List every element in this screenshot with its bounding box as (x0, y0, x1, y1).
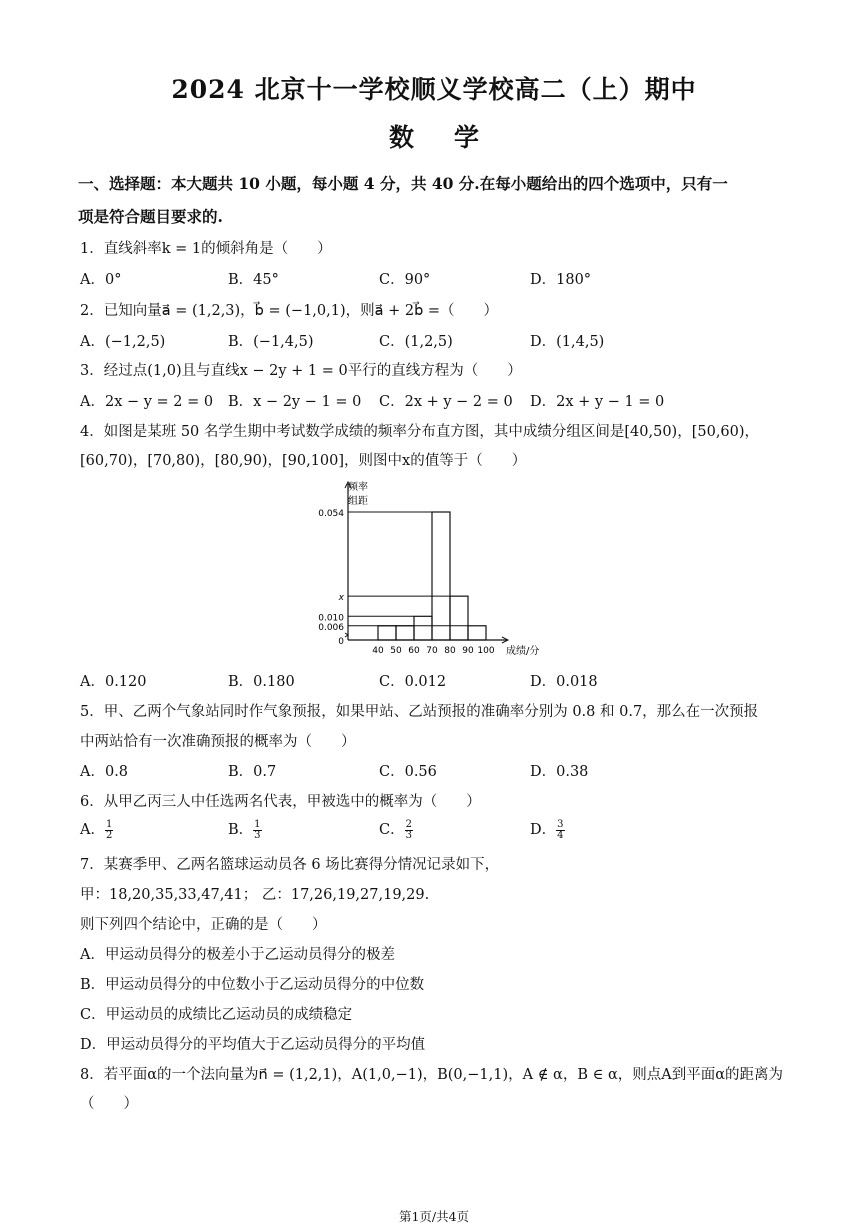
question-5-option-a: A．0.8 (80, 764, 129, 780)
y-tick-label: 0.010 (318, 613, 344, 624)
x-tick-label-90: 90 (462, 646, 474, 656)
question-1-option-b: B．45° (228, 272, 279, 288)
question-5-option-d: D．0.38 (530, 764, 589, 780)
y-axis-label-bottom: 组距 (348, 496, 368, 507)
question-1-stem: 1．直线斜率k = 1的倾斜角是（ ） (80, 241, 332, 257)
histogram-bars (378, 512, 486, 640)
question-2-option-c: C．(1,2,5) (379, 334, 453, 350)
question-7-option-b: B．甲运动员得分的中位数小于乙运动员得分的中位数 (80, 977, 425, 993)
x-tick-label-100: 100 (477, 646, 495, 656)
y-tick-label: 0.006 (318, 622, 344, 633)
option-letter: D． (530, 822, 557, 838)
section-heading-line2: 项是符合题目要求的. (78, 207, 223, 226)
question-1-option-d: D．180° (530, 272, 592, 288)
question-7-option-a: A．甲运动员得分的极差小于乙运动员得分的极差 (80, 947, 395, 963)
question-4-option-d: D．0.018 (530, 674, 598, 690)
question-3-option-d: D．2x + y − 1 = 0 (530, 394, 665, 410)
question-7-stem: 7．某赛季甲、乙两名篮球运动员各 6 场比赛得分情况记录如下， (80, 857, 500, 873)
fraction (405, 820, 413, 841)
histogram-axes (345, 482, 508, 643)
question-7-option-d: D．甲运动员得分的平均值大于乙运动员得分的平均值 (80, 1037, 426, 1053)
histogram-bar-70-80 (432, 512, 450, 640)
question-4-option-c: C．0.012 (379, 674, 447, 690)
page-number: 第1页/共4页 (398, 1209, 470, 1224)
question-4-option-a: A．0.120 (80, 674, 147, 690)
question-2-stem: 2．已知向量a⃗ = (1,2,3)，b⃗ = (−1,0,1)，则a⃗ + 2b⃗ =（ ） (80, 303, 499, 319)
question-4-stem-line1: 4．如图是某班 50 名学生期中考试数学成绩的频率分布直方图，其中成绩分组区间是[40,50)，[50,60)， (80, 424, 760, 440)
question-1-option-c: C．90° (379, 272, 431, 288)
question-6-option-a (80, 818, 113, 841)
option-letter: C． (379, 822, 405, 838)
x-tick-label-70: 70 (426, 646, 438, 656)
question-7-data: 甲：18,20,35,33,47,41； 乙：17,26,19,27,19,29. (80, 887, 430, 903)
denominator: 3 (405, 829, 412, 841)
question-6-stem: 6．从甲乙丙三人中任选两名代表，甲被选中的概率为（ ） (80, 794, 481, 810)
question-3-option-a: A．2x − y = 2 = 0 (80, 394, 214, 410)
denominator: 3 (254, 829, 261, 841)
y-tick-label: 0.054 (318, 509, 344, 519)
y-tick-label: 0 (338, 637, 344, 647)
numerator: 1 (105, 818, 113, 830)
histogram-chart (300, 478, 590, 660)
question-5-stem-line2: 中两站恰有一次准确预报的概率为（ ） (80, 734, 356, 750)
question-3-stem: 3．经过点(1,0)且与直线x − 2y + 1 = 0平行的直线方程为（ ） (80, 363, 522, 379)
x-tick-label-60: 60 (408, 646, 420, 656)
question-7-ask: 则下列四个结论中，正确的是（ ） (80, 917, 327, 933)
y-tick-label: x (338, 593, 344, 604)
section-heading-line1: 一、选择题：本大题共 10 小题，每小题 4 分，共 40 分.在每小题给出的四个选项中，只有一 (78, 174, 728, 193)
question-6-option-d (530, 818, 565, 841)
question-1-option-a: A．0° (80, 272, 122, 288)
question-7-option-c: C．甲运动员的成绩比乙运动员的成绩稳定 (80, 1007, 353, 1023)
question-5-option-c: C．0.56 (379, 764, 437, 780)
x-axis-label: 成绩/分 (506, 646, 540, 657)
option-letter: B． (228, 822, 254, 838)
question-5-stem-line1: 5．甲、乙两个气象站同时作气象预报，如果甲站、乙站预报的准确率分别为 0.8 和 0.7，那么在一次预报 (80, 704, 759, 720)
denominator: 4 (557, 829, 564, 841)
fraction (105, 820, 113, 841)
question-4-stem-line2: [60,70)，[70,80)，[80,90)，[90,100]，则图中x的值等于（ ） (80, 453, 527, 469)
subject-title: 数学 (388, 123, 519, 152)
question-2-option-d: D．(1,4,5) (530, 334, 605, 350)
x-tick-label-40: 40 (372, 646, 384, 656)
y-axis-label-top: 频率 (348, 482, 368, 493)
question-6-option-b (228, 818, 262, 841)
question-6-option-c (379, 818, 413, 841)
question-3-option-c: C．2x + y − 2 = 0 (379, 394, 513, 410)
fraction (253, 820, 261, 841)
fraction (556, 820, 564, 841)
option-letter: A． (80, 822, 105, 838)
histogram-bar-80-90 (450, 596, 468, 640)
histogram-bar-40-50 (378, 626, 396, 640)
histogram-bar-90-100 (468, 626, 486, 640)
x-tick-label-50: 50 (390, 646, 402, 656)
question-2-option-b: B．(−1,4,5) (228, 334, 314, 350)
histogram-bar-60-70 (414, 616, 432, 640)
numerator: 2 (405, 818, 412, 830)
question-3-option-b: B．x − 2y − 1 = 0 (228, 394, 362, 410)
histogram-bar-50-60 (396, 626, 414, 640)
x-tick-label-80: 80 (444, 646, 456, 656)
numerator: 1 (254, 818, 261, 830)
numerator: 3 (557, 818, 564, 830)
page-title: 2024 北京十一学校顺义学校高二（上）期中 (171, 75, 697, 104)
question-5-option-b: B．0.7 (228, 764, 277, 780)
question-4-option-b: B．0.180 (228, 674, 295, 690)
question-8-stem-line2: （ ） (80, 1096, 138, 1112)
question-2-option-a: A．(−1,2,5) (80, 334, 166, 350)
denominator: 2 (105, 829, 113, 841)
question-8-stem-line1: 8．若平面α的一个法向量为n⃗ = (1,2,1)，A(1,0,−1)，B(0,−1,1)，A ∉ α，B ∈ α，则点A到平面α的距离为 (80, 1067, 783, 1083)
